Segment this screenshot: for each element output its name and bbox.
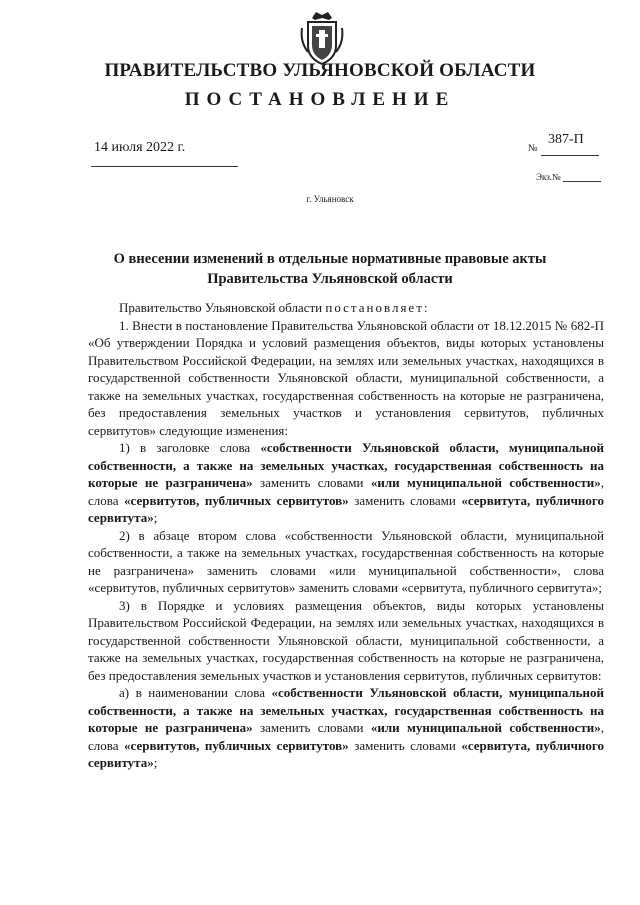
text: 1) в заголовке слова	[119, 440, 261, 455]
subparagraph-3a	[88, 684, 604, 772]
subparagraph-1	[88, 439, 604, 527]
text: заменить словами	[252, 475, 371, 490]
bold-text: «или муниципальной собственности»	[370, 720, 601, 735]
number-underline	[541, 155, 599, 156]
text: а) в наименовании слова	[119, 685, 272, 700]
document-title	[95, 249, 565, 289]
title-line-1: О внесении изменений в отдельные нормативные правовые акты	[113, 251, 547, 267]
text: заменить словами	[348, 737, 462, 753]
text: заменить словами	[348, 492, 462, 508]
bold-text: «собственности Ульяновской области, муниципальной собственности, а также на земельных участках, государственная собственность на которые не разграничена»	[88, 685, 604, 735]
bold-text: «собственности Ульяновской области, муниципальной собственности, а также на земельных участках, государственная собственность на которые не разграничена»	[88, 440, 604, 490]
subparagraph-3: 3) в Порядке и условиях размещения объектов, виды которых установлены Правительством Российской Федерации, на землях или земельных участках, находящихся в государственной собственности Ульяновской области, муниципальной собственности, а также на земельных участках, государственная собственность на которые не разграничена, без предоставления земельных участков и установления сервитутов, публичных сервитутов:	[88, 597, 604, 683]
bold-text: «сервитута, публичного сервитута»	[88, 492, 604, 525]
subparagraph-2: 2) в абзаце втором слова «собственности Ульяновской области, муниципальной собственности, а также на земельных участках, государственная собственность на которые не разграничена» заменить словами «или муниципальной собственности», слова «сервитутов, публичных сервитутов» заменить словами «сервитута, публичного сервитута»;	[88, 527, 604, 595]
text: заменить словами	[252, 720, 371, 735]
bold-text: «или муниципальной собственности»	[370, 475, 601, 490]
bold-text: «сервитута, публичного сервитута»	[88, 737, 604, 770]
decree-number: 387-П	[548, 132, 584, 147]
date-underline	[91, 166, 238, 167]
text: , слова	[88, 720, 604, 753]
intro-paragraph	[88, 299, 604, 317]
text: ;	[153, 755, 158, 770]
copy-number-underline	[563, 181, 601, 182]
document-body	[88, 299, 604, 772]
city: г. Ульяновск	[306, 194, 354, 204]
bold-text: «сервитутов, публичных сервитутов»	[124, 737, 349, 753]
document-type: ПОСТАНОВЛЕНИЕ	[184, 89, 456, 110]
coat-of-arms-emblem	[298, 8, 346, 66]
copy-number-label: Экз.№	[536, 172, 561, 182]
title-line-2: Правительства Ульяновской области	[207, 271, 453, 287]
bold-text: «сервитутов, публичных сервитутов»	[124, 492, 349, 508]
text: , слова	[88, 475, 604, 508]
government-name: ПРАВИТЕЛЬСТВО УЛЬЯНОВСКОЙ ОБЛАСТИ	[104, 60, 536, 81]
paragraph-1: 1. Внести в постановление Правительства Ульяновской области от 18.12.2015 № 682-П «Об утверждении Порядка и условий размещения объектов, виды которых установлены Правительством Российской Федерации, на землях или земельных участках, находящихся в государственной собственности Ульяновской области, муниципальной собственности, а также на земельных участках, государственная собственность на которые не разграничена, без предоставления земельных участков и установления сервитутов, публичных сервитутов» следующие изменения:	[88, 317, 604, 438]
intro-text: Правительство Ульяновской области	[119, 300, 326, 315]
decree-date: 14 июля 2022 г.	[94, 140, 186, 155]
text: ;	[153, 510, 158, 525]
number-sign: №	[528, 143, 538, 154]
intro-verb: постановляет:	[325, 300, 430, 315]
